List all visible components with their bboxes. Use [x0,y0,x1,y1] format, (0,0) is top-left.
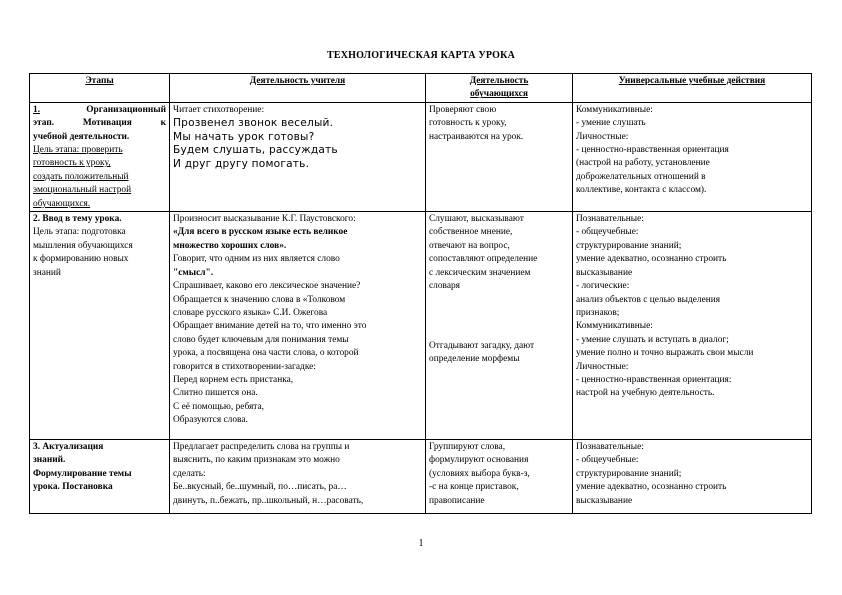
table-row [30,212,812,440]
uud-cell: Познавательные: - общеучебные: структурирование знаний; умение адекватно, осознанно строить высказывание - логические: анализ объектов с целью выделения признаков; Коммуникативные: - умение слушать и вступать в диалог; умение полно и точно выражать свои мысли Личностные: - ценностно-нравственная ориентация: настрой на учебную деятельность. [573,212,812,440]
uud-cell: Коммуникативные: - умение слушать Личностные: - ценностно-нравственная ориентация (настрой на работу, установление доброжелательных отношений в коллективе, контакта с классом). [573,102,812,211]
table-header-row [30,74,812,103]
teacher-activity-cell: Читает стихотворение: Прозвенел звонок веселый. Мы начать урок готовы? Будем слушать, рассуждать И друг другу помогать. [170,102,426,211]
uud-cell: Познавательные: - общеучебные: структурирование знаний; умение адекватно, осознанно строить высказывание [573,440,812,514]
teacher-activity-cell: Произносит высказывание К.Г. Паустовского: «Для всего в русском языке есть великое множество хороших слов». Говорит, что одним из них является слово "смысл". Спрашивает, каково его лексическое значение? Обращается к значению слова в «Толковом словаре русского языка» С.И. Ожегова Обращает внимание детей на то, что именно это слово будет ключевым для понимания темы урока, а посвящена она части слова, о которой говорится в стихотворении-загадке: Перед корнем есть пристанка, Слитно пишется она. С её помощью, ребята, Образуются слова. [170,212,426,440]
header-stages: Этапы [30,74,170,103]
header-student-activity: Деятельность обучающихся [426,74,573,103]
stage-cell: 3. Актуализация знаний. Формулирование темы урока. Постановка [30,440,170,514]
student-activity-cell: Проверяют свою готовность к уроку, настраиваются на урок. [426,102,573,211]
student-activity-cell: Слушают, высказывают собственное мнение, отвечают на вопрос, сопоставляют определение с лексическим значением словаря Отгадывают загадку, дают определение морфемы [426,212,573,440]
table-row [30,440,812,514]
student-activity-cell: Группируют слова, формулируют основания (условиях выбора букв-з, -с на конце приставок, правописание [426,440,573,514]
stage-cell: 2. Ввод в тему урока. Цель этапа: подготовка мышления обучающихся к формированию новых знаний [30,212,170,440]
lesson-map-table [29,73,812,514]
header-teacher-activity: Деятельность учителя [170,74,426,103]
table-row [30,102,812,211]
document-title: ТЕХНОЛОГИЧЕСКАЯ КАРТА УРОКА [326,50,516,61]
teacher-activity-cell: Предлагает распределить слова на группы и выяснить, по каким признакам это можно сделать: Бе..вкусный, бе..шумный, по…писать, ра… двинуть, п..бежать, пр..школьный, н…расовать, [170,440,426,514]
header-uud: Универсальные учебные действия [573,74,812,103]
page-number: 1 [418,538,424,549]
stage-cell: 1. Организационный этап. Мотивация к учебной деятельности. Цель этапа: проверить готовность к уроку, создать положительный эмоциональный настрой обучающихся. [30,102,170,211]
